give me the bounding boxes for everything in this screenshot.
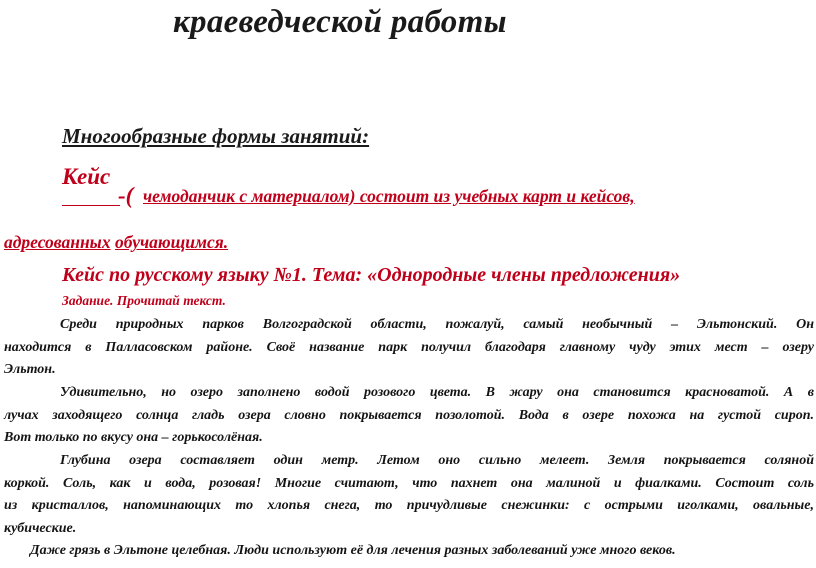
paragraph-line: Вот только по вкусу она – горькосолёная. <box>4 430 263 445</box>
case-definition-word-addressed: адресованных <box>4 232 111 252</box>
task-label: Задание. Прочитай текст. <box>62 293 226 308</box>
case-definition-line2 <box>4 232 228 253</box>
section-heading: Многообразные формы занятий: <box>62 124 370 148</box>
case-underline <box>62 205 120 206</box>
paragraph-1 <box>4 314 814 382</box>
paragraph-line: коркой. Соль, как и вода, розовая! Многие считают, что пахнет она малиной и фиалками. Состоит соль <box>4 475 814 491</box>
page-title: краеведческой работы <box>173 4 507 40</box>
case-word: Кейс <box>62 164 111 189</box>
case-definition-word-students: обучающимся. <box>114 232 229 252</box>
paragraph-line: Удивительно, но озеро заполнено водой розового цвета. В жару она становится красноватой. А в <box>60 385 814 400</box>
paragraph-line: из кристаллов, напоминающих то хлопья снега, то причудливые снежинки: с острыми иголками, овальные, <box>4 498 814 513</box>
paragraph-3 <box>4 450 814 540</box>
paragraph-line: находится в Палласовском районе. Своё название парк получил благодаря главному чуду этих мест – озеру <box>4 339 814 355</box>
paragraph-line: Среди природных парков Волгоградской области, пожалуй, самый необычный – Эльтонский. Он <box>60 317 814 332</box>
paragraph-line: кубические. <box>4 520 77 536</box>
paragraph-2 <box>4 382 814 450</box>
paragraph-line: лучах заходящего солнца гладь озера словно покрывается позолотой. Вода в озере похожа на густой сироп. <box>4 407 814 423</box>
case-definition-line1: чемоданчик с материалом) состоит из учебных карт и кейсов, <box>143 186 635 206</box>
paragraph-line: Даже грязь в Эльтоне целебная. Люди используют её для лечения разных заболеваний уже много веков. <box>30 543 676 558</box>
case-dash: -( <box>118 183 134 208</box>
paragraph-4 <box>30 540 814 563</box>
paragraph-line: Глубина озера составляет один метр. Летом оно сильно мелеет. Земля покрывается соляной <box>60 453 814 468</box>
paragraph-line: Эльтон. <box>4 362 56 377</box>
case1-title: Кейс по русскому языку №1. Тема: «Однородные члены предложения» <box>62 264 681 286</box>
